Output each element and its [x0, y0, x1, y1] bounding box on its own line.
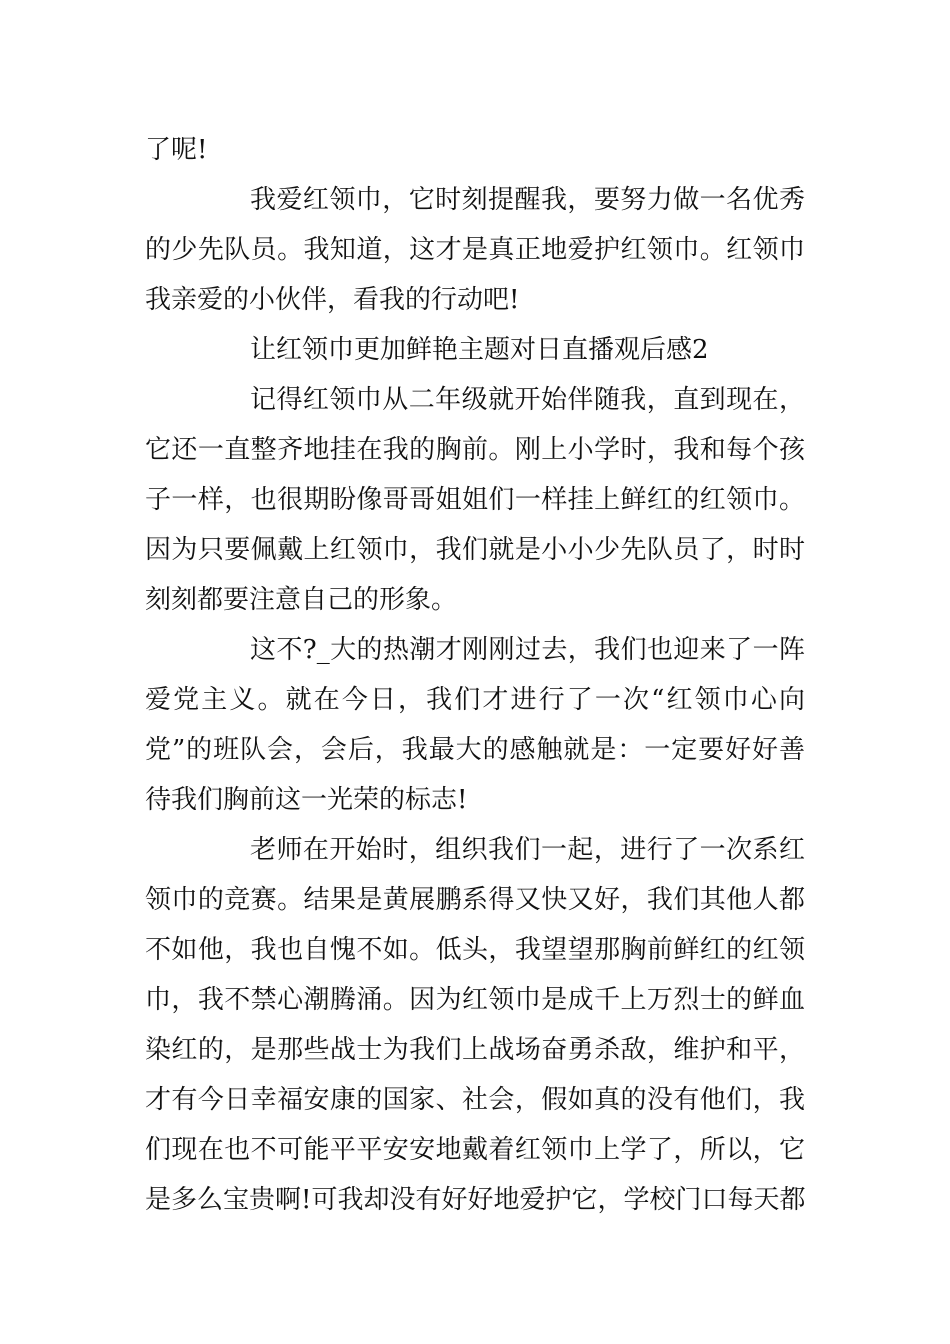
paragraph-line: 才有今日幸福安康的国家、社会，假如真的没有他们，我 [145, 1085, 805, 1115]
paragraph-line: 待我们胸前这一光荣的标志! [145, 785, 468, 815]
paragraph-line: 不如他，我也自愧不如。低头，我望望那胸前鲜红的红领 [145, 935, 805, 965]
paragraph-line: 我亲爱的小伙伴，看我的行动吧! [145, 285, 520, 315]
paragraph-line: 领巾的竞赛。结果是黄展鹏系得又快又好，我们其他人都 [145, 885, 805, 915]
paragraph-line: 记得红领巾从二年级就开始伴随我，直到现在， [250, 385, 805, 415]
paragraph-line: 爱党主义。就在今日，我们才进行了一次“红领巾心向 [145, 685, 805, 715]
paragraph-line: 它还一直整齐地挂在我的胸前。刚上小学时，我和每个孩 [145, 435, 805, 465]
paragraph-line: 的少先队员。我知道，这才是真正地爱护红领巾。红领巾 [145, 235, 805, 265]
paragraph-line: 刻刻都要注意自己的形象。 [145, 585, 458, 615]
paragraph-line: 染红的，是那些战士为我们上战场奋勇杀敌，维护和平， [145, 1035, 805, 1065]
paragraph-line: 党”的班队会，会后，我最大的感触就是：一定要好好善 [145, 735, 805, 765]
paragraph-line: 巾，我不禁心潮腾涌。因为红领巾是成千上万烈士的鲜血 [145, 985, 805, 1015]
section-heading: 让红领巾更加鲜艳主题对日直播观后感2 [250, 335, 709, 365]
paragraph-line: 这不?_大的热潮才刚刚过去，我们也迎来了一阵 [250, 635, 805, 665]
paragraph-line: 是多么宝贵啊!可我却没有好好地爱护它，学校门口每天都 [145, 1185, 806, 1215]
paragraph-line: 子一样，也很期盼像哥哥姐姐们一样挂上鲜红的红领巾。 [145, 485, 805, 515]
paragraph-line: 老师在开始时，组织我们一起，进行了一次系红 [250, 835, 805, 865]
paragraph-line: 了呢! [145, 135, 208, 165]
paragraph-line: 我爱红领巾，它时刻提醒我，要努力做一名优秀 [250, 185, 805, 215]
paragraph-line: 们现在也不可能平平安安地戴着红领巾上学了，所以，它 [145, 1135, 805, 1165]
paragraph-line: 因为只要佩戴上红领巾，我们就是小小少先队员了，时时 [145, 535, 805, 565]
